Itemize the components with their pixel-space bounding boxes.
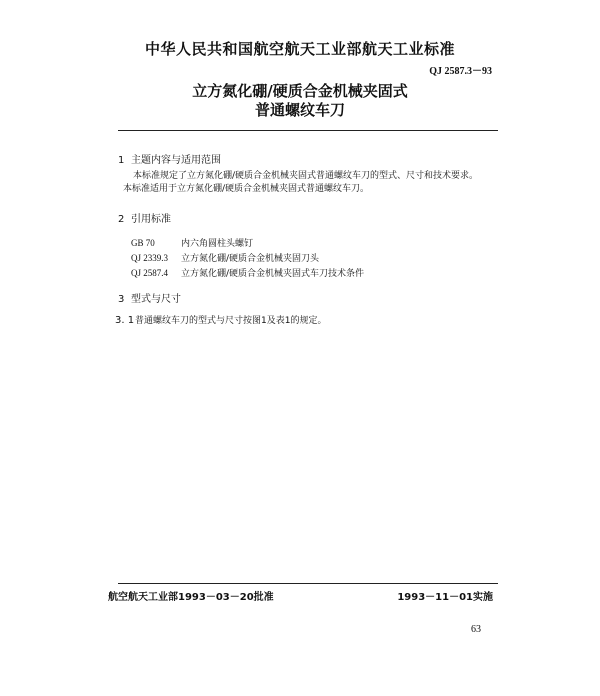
document-title-line-2: 普通螺纹车刀 [254, 101, 345, 119]
effective-date-text: 1993－11－01实施 [397, 592, 493, 603]
document-title-line-1: 立方氮化硼/硬质合金机械夹固式 [192, 82, 408, 100]
standard-code: QJ 2587.3－93 [429, 66, 492, 77]
header-rule [118, 130, 498, 131]
section-1-paragraph-1: 本标准规定了立方氮化硼/硬质合金机械夹固式普通螺纹车刀的型式、尺寸和技术要求。 [133, 171, 479, 181]
footer-rule [118, 583, 498, 584]
section-1-paragraph-2: 本标准适用于立方氮化硼/硬质合金机械夹固式普通螺纹车刀。 [123, 184, 370, 194]
section-1-heading: 1 主题内容与适用范围 [118, 155, 221, 166]
section-3-heading: 3 型式与尺寸 [118, 294, 181, 305]
clause-3-1: 3. 1普通螺纹车刀的型式与尺寸按图1及表1的规定。 [115, 315, 327, 326]
reference-item: QJ 2587.4 立方氮化硼/硬质合金机械夹固式车刀技术条件 [131, 268, 365, 279]
reference-item: GB 70 内六角圆柱头螺钉 [131, 238, 254, 249]
section-2-heading: 2 引用标准 [118, 214, 171, 225]
page-number: 63 [471, 624, 481, 635]
reference-item: QJ 2339.3 立方氮化硼/硬质合金机械夹固刀头 [131, 253, 320, 264]
approval-text: 航空航天工业部1993－03－20批准 [108, 592, 274, 603]
standard-title: 中华人民共和国航空航天工业部航天工业标准 [144, 40, 455, 58]
